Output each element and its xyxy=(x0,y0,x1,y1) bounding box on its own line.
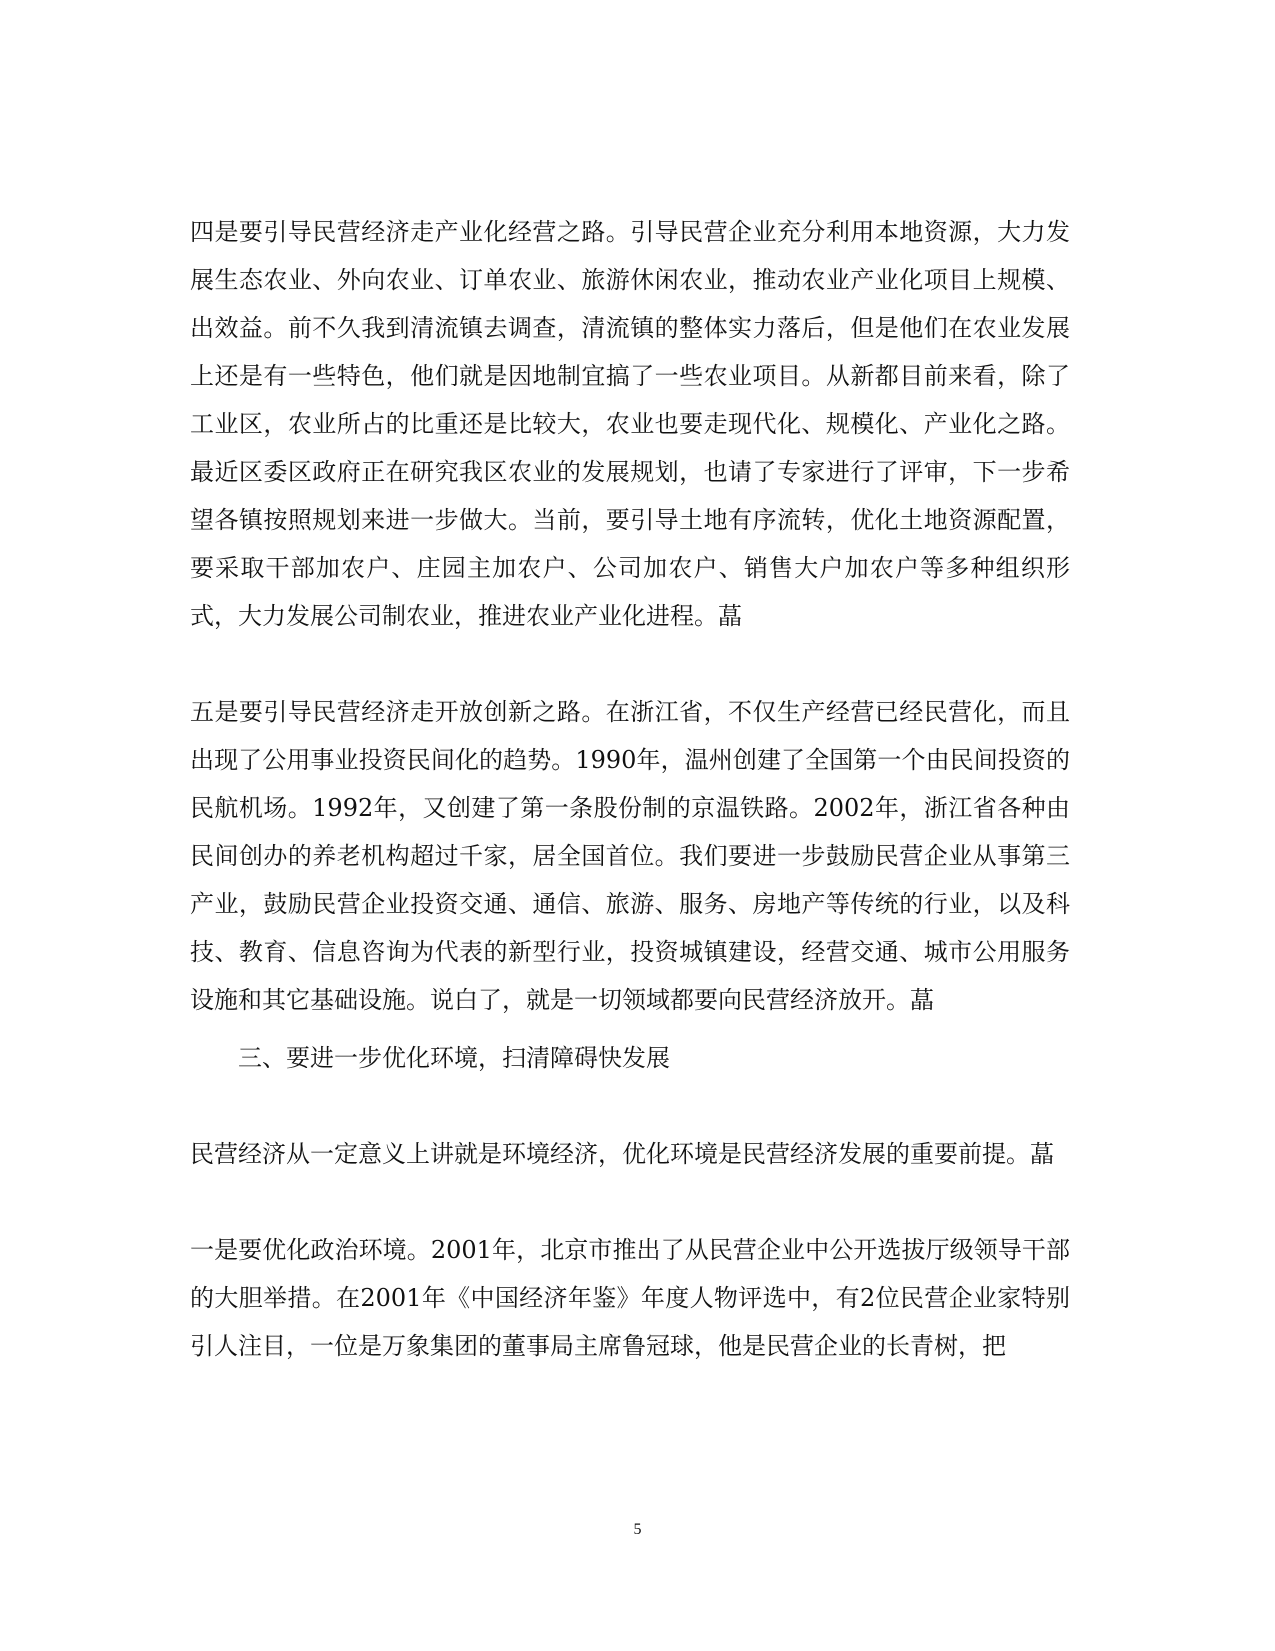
paragraph-open-innovation: 五是要引导民营经济走开放创新之路。在浙江省，不仅生产经营已经民营化，而且出现了公用事业投资民间化的趋势。1990年，温州创建了全国第一个由民间投资的民航机场。1992年，又创建了第一条股份制的京温铁路。2002年，浙江省各种由民间创办的养老机构超过千家，居全国首位。我们要进一步鼓励民营企业从事第三产业，鼓励民营企业投资交通、通信、旅游、服务、房地产等传统的行业，以及科技、教育、信息咨询为代表的新型行业，投资城镇建设，经营交通、城市公用服务设施和其它基础设施。说白了，就是一切领域都要向民营经济放开。蕌 xyxy=(190,698,1070,1014)
section-heading: 三、要进一步优化环境，扫清障碍快发展 xyxy=(238,1044,670,1072)
paragraph-environment-economy: 民营经济从一定意义上讲就是环境经济，优化环境是民营经济发展的重要前提。蕌 xyxy=(190,1140,1054,1168)
page-number: 5 xyxy=(633,1521,642,1538)
paragraph-agriculture-industrialization: 四是要引导民营经济走产业化经营之路。引导民营企业充分利用本地资源，大力发展生态农业、外向农业、订单农业、旅游休闲农业，推动农业产业化项目上规模、出效益。前不久我到清流镇去调查，清流镇的整体实力落后，但是他们在农业发展上还是有一些特色，他们就是因地制宜搞了一些农业项目。从新都目前来看，除了工业区，农业所占的比重还是比较大，农业也要走现代化、规模化、产业化之路。最近区委区政府正在研究我区农业的发展规划，也请了专家进行了评审，下一步希望各镇按照规划来进一步做大。当前，要引导土地有序流转，优化土地资源配置，要采取干部加农户、庄园主加农户、公司加农户、销售大户加农户等多种组织形式，大力发展公司制农业，推进农业产业化进程。蕌 xyxy=(190,218,1070,630)
paragraph-spacer xyxy=(190,640,1070,688)
paragraph-spacer xyxy=(190,1024,1070,1034)
paragraph-spacer xyxy=(190,1178,1070,1226)
paragraph-spacer xyxy=(190,1082,1070,1130)
paragraph-political-environment: 一是要优化政治环境。2001年，北京市推出了从民营企业中公开选拔厅级领导干部的大胆举措。在2001年《中国经济年鉴》年度人物评选中，有2位民营企业家特别引人注目，一位是万象集团的董事局主席鲁冠球，他是民营企业的长青树，把 xyxy=(190,1236,1070,1360)
document-body xyxy=(190,208,1070,1370)
